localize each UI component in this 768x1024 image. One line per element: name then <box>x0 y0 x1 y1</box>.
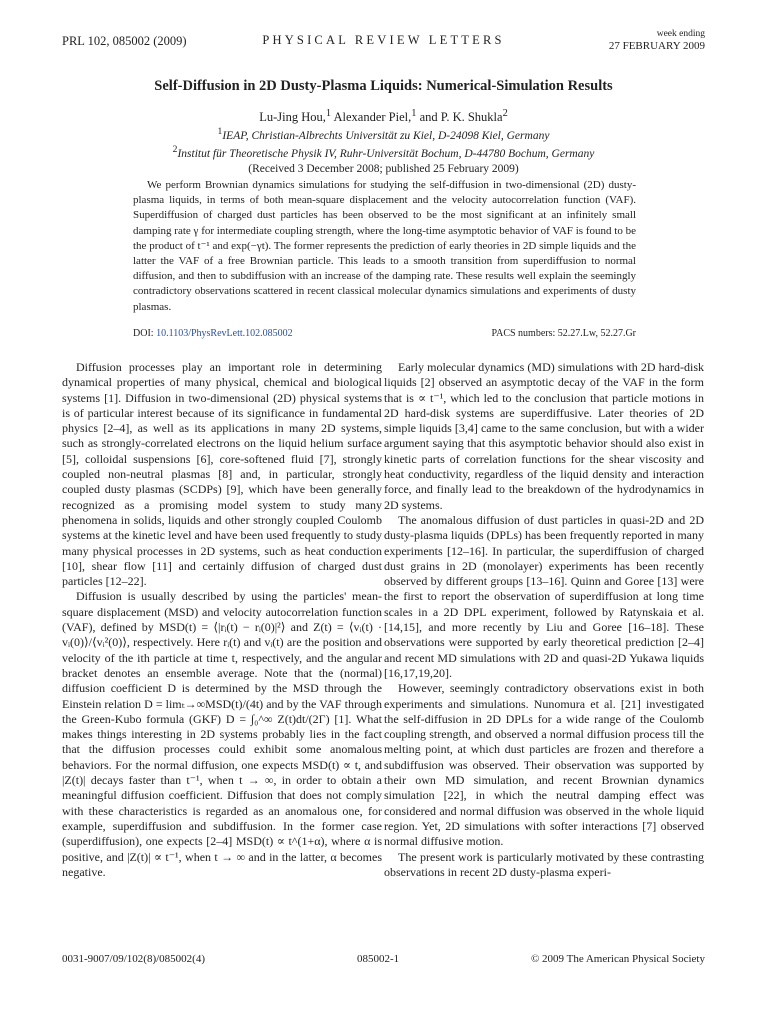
affil-2: Institut für Theoretische Physik IV, Ruhr-Universität Bochum, D-44780 Bochum, Germany <box>177 148 595 161</box>
author-3: and P. K. Shukla <box>416 110 503 125</box>
affil-1: IEAP, Christian-Albrechts Universität zu Kiel, D-24098 Kiel, Germany <box>222 129 550 142</box>
author-list <box>62 108 705 125</box>
article-code: 0031-9007/09/102(8)/085002(4) <box>62 953 205 965</box>
copyright: © 2009 The American Physical Society <box>530 953 705 965</box>
author-2-affil: 1 <box>411 108 417 119</box>
paper-title: Self-Diffusion in 2D Dusty-Plasma Liquids: Numerical-Simulation Results <box>154 78 613 94</box>
doi-link[interactable]: 10.1103/PhysRevLett.102.085002 <box>156 328 293 339</box>
doi-label: DOI: <box>133 328 157 339</box>
running-header <box>62 28 705 58</box>
paragraph: The present work is particularly motivated by these contrasting observations in recent 2D dusty-plasma experi- <box>384 849 704 879</box>
received-published-dates: (Received 3 December 2008; published 25 February 2009) <box>248 162 519 175</box>
issue-date <box>609 28 705 52</box>
right-column <box>384 360 704 880</box>
left-column <box>62 360 382 880</box>
paragraph: Diffusion processes play an important role in determining dynamical properties of many physical, chemical and biological systems [1]. Diffusion in two-dimensional (2D) physical systems is of particular interest because of its significance in fundamental physics [2–4], as well as its applications in many 2D systems, such as strongly-correlated electrons on the liquid helium surface [5], colloidal suspensions [6], core-softened fluid [7], strongly coupled non-neutral plasmas [8] and, in particular, strongly coupled dusty plasmas (SCDPs) [9], which have been generally recognized as a promising model system to study many phenomena in solids, liquids and other strongly coupled Coulomb systems at the kinetic level and have been used frequently to study many physical processes in 2D systems, such as heat conduction [10], shear flow [11] and certainly diffusion of charged dust particles [12–22]. <box>62 360 382 589</box>
paragraph: Diffusion is usually described by using the particles' mean-square displacement (MSD) and velocity autocorrelation function (VAF), defined by MSD(t) = ⟨|rᵢ(t) − rᵢ(0)|²⟩ and Z(t) = ⟨vᵢ(t) · vᵢ(0)⟩/⟨vᵢ²(0)⟩, respectively. Here rᵢ(t) and vᵢ(t) are the position and velocity of the ith particle at time t, respectively, and the angular bracket denotes an ensemble average. Note that the (normal) diffusion coefficient D is determined by the MSD through the Einstein relation D = limₜ→∞MSD(t)/(4t) and by the VAF through the Green-Kubo formula (GKF) D = ∫₀^∞ Z(t)dt/(2Γ) [1]. What makes things interesting in 2D systems probably lies in the fact that the diffusion processes could exhibit some anomalous behaviors. For the normal diffusion, one expects MSD(t) ∝ t, and |Z(t)| decays faster than t⁻¹, when t → ∞, in order to obtain a meaningful diffusion coefficient. Diffusion that does not comply with these characteristics is regarded as an anomalous one, for example, superdiffusion and subdiffusion. In the former case (superdiffusion), one expects [2–4] MSD(t) ∝ t^(1+α), where α is positive, and |Z(t)| ∝ t⁻¹, when t → ∞ and in the latter, α becomes negative. <box>62 589 382 879</box>
journal-reference: PRL 102, 085002 (2009) <box>62 34 187 48</box>
abstract: We perform Brownian dynamics simulations for studying the self-diffusion in two-dimensional (2D) dusty-plasma liquids, in terms of both mean-square displacement and the velocity autocorrelation function (VAF). Superdiffusion of charged dust particles has been observed to be the most significant at an infinitely small damping rate γ for intermediate coupling strength, where the long-time asymptotic behavior of VAF is found to be the product of t⁻¹ and exp(−γt). The former represents the prediction of early theories in 2D simple liquids and the latter the VAF of a free Brownian particle. This leads to a smooth transition from superdiffusion to normal diffusion, and then to subdiffusion with an increase of the damping rate. These results well explain the seemingly contradictory observations scattered in recent classical molecular dynamics simulations and experiments of dusty plasmas. <box>133 179 636 313</box>
affil-2-num: 2 <box>172 144 178 156</box>
affil-1-num: 1 <box>217 126 223 137</box>
author-1: Lu-Jing Hou, <box>259 110 326 125</box>
paragraph: The anomalous diffusion of dust particles in quasi-2D and 2D dusty-plasma liquids (DPLs) has been frequently reported in many experiments [12–16]. In particular, the superdiffusion of charged dust grains in 2D (monolayer) experiments has been recently observed by different groups [13–16]. Quinn and Goree [13] were the first to report the observation of superdiffusion at long time scales in a 2D DPL experiment, followed by Ratynskaia et al. [14,15], and more recently by Liu and Goree [16–18]. These observations were supported by early theoretical prediction [2–4] and recent MD simulations with 2D and quasi-2D Yukawa liquids [16,17,19,20]. <box>384 512 704 680</box>
week-date: 27 FEBRUARY 2009 <box>608 40 705 52</box>
week-label: week ending <box>656 29 705 39</box>
paragraph: Early molecular dynamics (MD) simulations with 2D hard-disk liquids [2] observed an asymptotic decay of the VAF in the form that is ∝ t⁻¹, which led to the conclusion that particle motions in 2D hard-disk systems are superdiffusive. Later theories of 2D simple liquids [3,4] came to the same conclusion, but with a wider argument saying that this asymptotic behavior should also exist in kinetic parts of correlation functions for the shear viscosity and heat conductivity, regardless of the liquid density and interaction force, and finally lead to the breakdown of the hydrodynamics in 2D systems. <box>384 360 704 512</box>
author-1-affil: 1 <box>325 108 332 119</box>
author-2: Alexander Piel, <box>331 110 412 125</box>
pacs-numbers: PACS numbers: 52.27.Lw, 52.27.Gr <box>491 328 636 339</box>
doi-pacs-line <box>133 328 636 339</box>
page-number: 085002-1 <box>357 953 400 965</box>
affiliations <box>62 125 705 176</box>
journal-name: PHYSICAL REVIEW LETTERS <box>262 33 505 47</box>
author-3-affil: 2 <box>502 108 508 119</box>
paragraph: However, seemingly contradictory observations exist in both experiments and simulations. Nunomura et al. [21] investigated the self-diffusion in 2D DPLs for a wide range of the Coulomb coupling strength, and observed a normal diffusion process till the melting point, at which dust particles are frozen and therefore a subdiffusion was observed. Their observation was supported by their own MD simulation, and recent Brownian dynamics simulation [22], in which the neutral damping effect was considered and normal diffusion was observed in the whole liquid region. Yet, 2D simulations with softer interactions [7] observed normal diffusive motion. <box>384 681 704 849</box>
